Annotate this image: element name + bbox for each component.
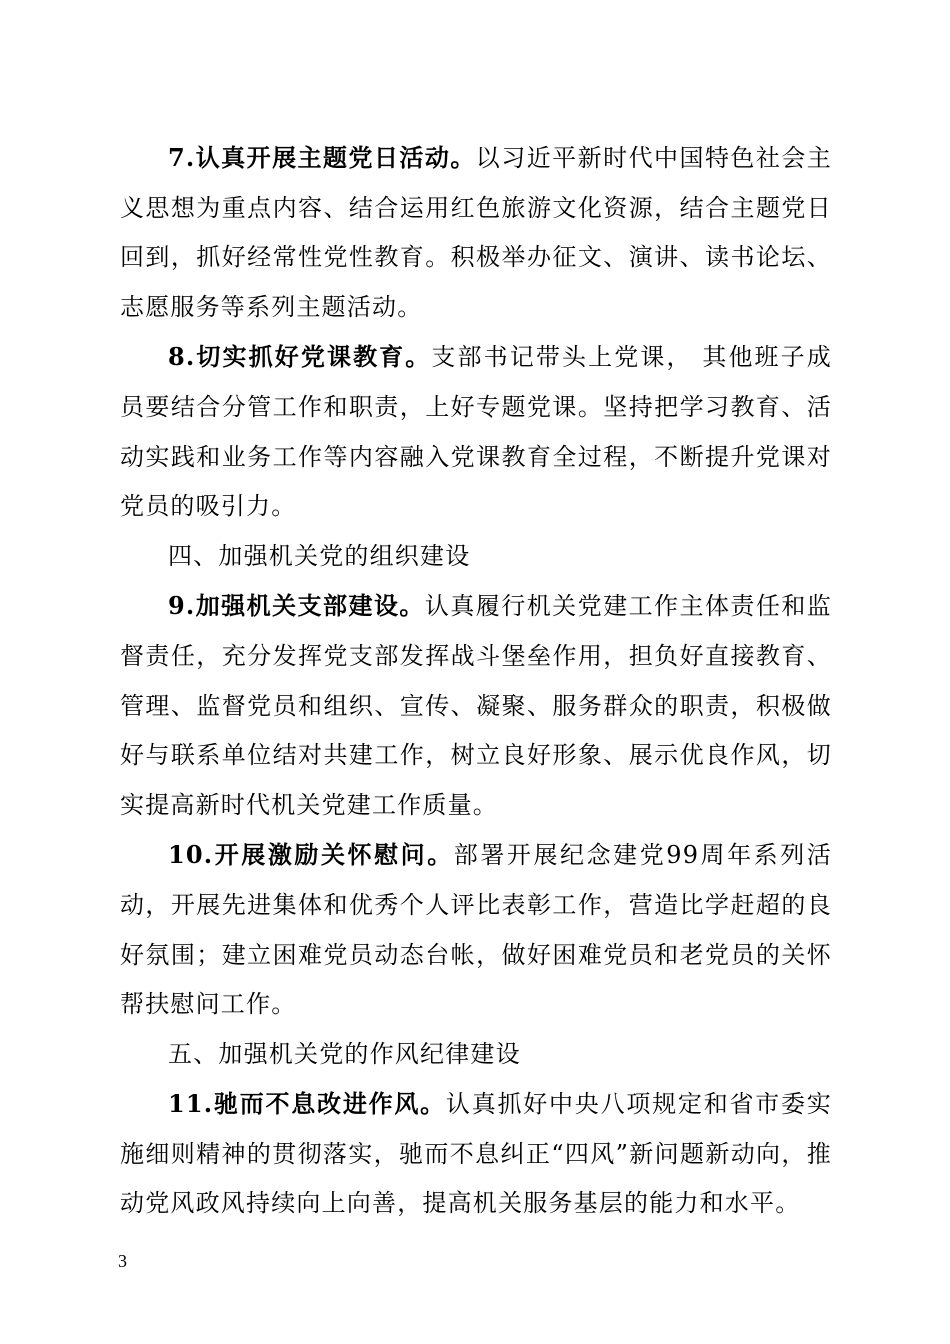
item-10-body: 部署开展纪念建党99周年系列活动，开展先进集体和优秀个人评比表彰工作，营造比学赶超的良好氛围；建立困难党员动态台帐，做好困难党员和老党员的关怀帮扶慰问工作。 <box>120 841 832 1019</box>
item-7-lead: 7.认真开展主题党日活动。 <box>168 143 476 172</box>
item-9-paragraph <box>120 581 832 830</box>
item-8-body: 支部书记带头上党课， 其他班子成员要结合分管工作和职责，上好专题党课。坚持把学习教育、活动实践和业务工作等内容融入党课教育全过程，不断提升党课对党员的吸引力。 <box>120 343 832 521</box>
document-body <box>120 133 832 1229</box>
item-9-body: 认真履行机关党建工作主体责任和监督责任，充分发挥党支部发挥战斗堡垒作用，担负好直接教育、管理、监督党员和组织、宣传、凝聚、服务群众的职责，积极做好与联系单位结对共建工作，树立良好形象、展示优良作风，切实提高新时代机关党建工作质量。 <box>120 592 832 819</box>
item-7-paragraph <box>120 133 832 332</box>
item-11-lead: 11.驰而不息改进作风。 <box>168 1089 446 1119</box>
item-11-body: 认真抓好中央八项规定和省市委实施细则精神的贯彻落实，驰而不息纠正“四风”新问题新动向，推动党风政风持续向上向善，提高机关服务基层的能力和水平。 <box>120 1090 832 1218</box>
item-10-lead: 10.开展激励关怀慰问。 <box>168 840 454 870</box>
section-heading-4: 四、加强机关党的组织建设 <box>168 541 471 570</box>
item-10-paragraph <box>120 830 832 1029</box>
item-8-lead: 8.切实抓好党课教育。 <box>168 342 432 372</box>
item-8-paragraph <box>120 332 832 531</box>
item-11-paragraph <box>120 1079 832 1229</box>
item-9-lead: 9.加强机关支部建设。 <box>168 591 425 621</box>
page-number: 3 <box>118 1251 127 1271</box>
item-7-body: 以习近平新时代中国特色社会主义思想为重点内容、结合运用红色旅游文化资源，结合主题党日回到，抓好经常性党性教育。积极举办征文、演讲、读书论坛、志愿服务等系列主题活动。 <box>120 144 832 321</box>
section-heading-5: 五、加强机关党的作风纪律建设 <box>168 1039 521 1068</box>
